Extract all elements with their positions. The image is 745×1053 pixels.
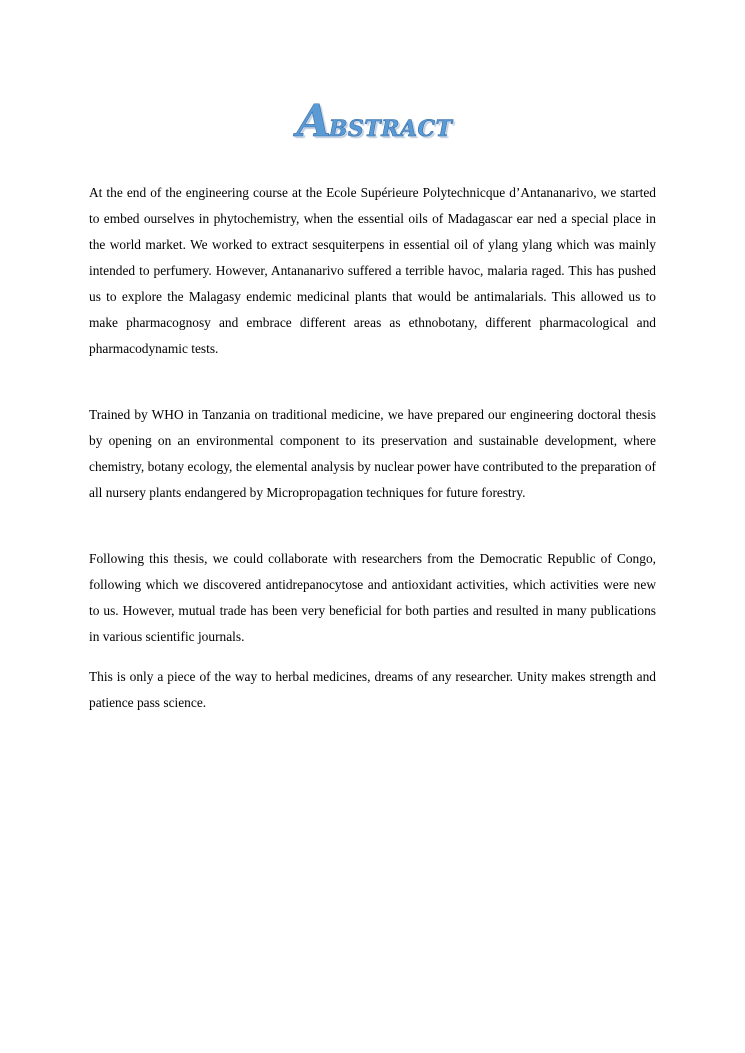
abstract-title-rest: BSTRACT: [328, 116, 453, 142]
abstract-title: [296, 96, 453, 147]
abstract-body: [89, 180, 656, 716]
paragraph-4: This is only a piece of the way to herbal medicines, dreams of any researcher. Unity makes strength and patience pass science.: [89, 669, 656, 710]
paragraph-1: At the end of the engineering course at the Ecole Supérieure Polytechnicque d’Antananarivo, we started to embed ourselves in phytochemistry, when the essential oils of Madagascar ear ned a special place in the world market. We worked to extract sesquiterpens in essential oil of ylang ylang which was mainly intended to perfumery. However, Antananarivo suffered a terrible havoc, malaria raged. This has pushed us to explore the Malagasy endemic medicinal plants that would be antimalarials. This allowed us to make pharmacognosy and embrace different areas as ethnobotany, different pharmacological and pharmacodynamic tests.: [89, 185, 656, 356]
paragraph-3: Following this thesis, we could collaborate with researchers from the Democratic Republic of Congo, following which we discovered antidrepanocytose and antioxidant activities, which activities were new to us. However, mutual trade has been very beneficial for both parties and resulted in many publications in various scientific journals.: [89, 551, 656, 644]
abstract-title-initial: A: [296, 96, 329, 147]
paragraph-2: Trained by WHO in Tanzania on traditional medicine, we have prepared our engineering doctoral thesis by opening on an environmental component to its preservation and sustainable development, where chemistry, botany ecology, the elemental analysis by nuclear power have contributed to the preparation of all nursery plants endangered by Micropropagation techniques for future forestry.: [89, 407, 656, 500]
abstract-heading: [0, 96, 745, 156]
